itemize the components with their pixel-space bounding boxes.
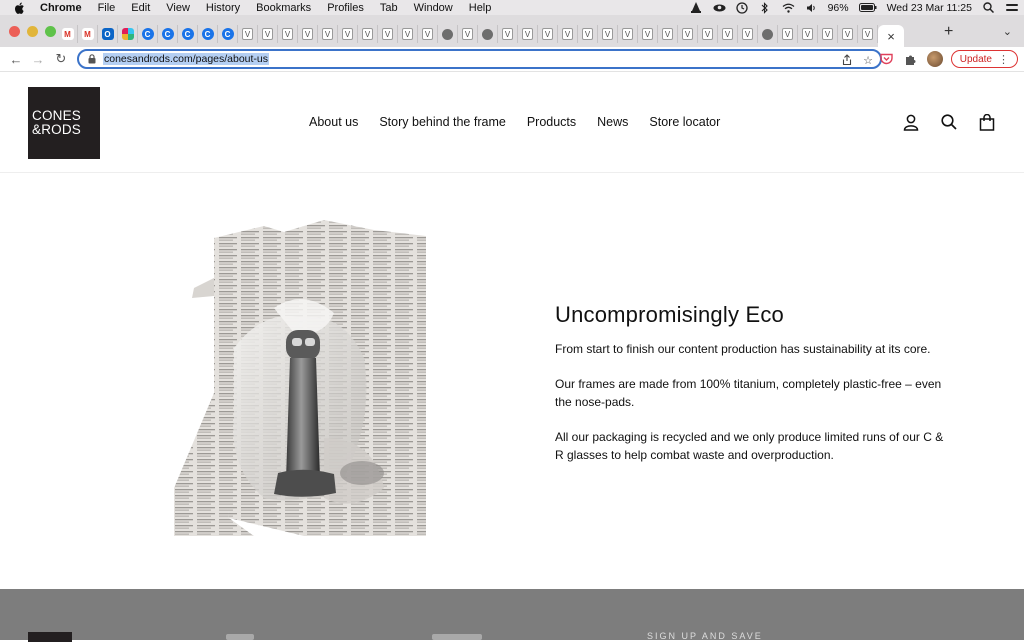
- browser-tab[interactable]: [218, 25, 238, 43]
- search-icon[interactable]: [940, 113, 958, 131]
- browser-tab[interactable]: [238, 25, 258, 43]
- bookmark-star-icon[interactable]: ☆: [863, 54, 873, 67]
- zoom-window-button[interactable]: [45, 26, 56, 37]
- menubar-status-area: [690, 0, 1018, 15]
- time-machine-icon[interactable]: [736, 2, 749, 13]
- vlc-icon[interactable]: [690, 2, 703, 13]
- browser-tab[interactable]: [838, 25, 858, 43]
- browser-tab[interactable]: [278, 25, 298, 43]
- browser-tab[interactable]: [658, 25, 678, 43]
- v-site-icon: V: [662, 28, 673, 40]
- menu-bookmarks[interactable]: Bookmarks: [256, 1, 312, 14]
- browser-tab[interactable]: [718, 25, 738, 43]
- url-text[interactable]: conesandrods.com/pages/about-us: [104, 53, 269, 65]
- browser-tab[interactable]: [98, 25, 118, 43]
- apple-icon[interactable]: [14, 2, 28, 14]
- v-site-icon: V: [582, 28, 593, 40]
- browser-tab[interactable]: [58, 25, 78, 43]
- menu-file[interactable]: File: [97, 1, 116, 14]
- browser-tab[interactable]: [818, 25, 838, 43]
- v-site-icon: V: [242, 28, 253, 40]
- paragraph-packaging: All our packaging is recycled and we only produce limited runs of our C & R glasses to help combat waste and overproduction.: [555, 430, 944, 462]
- browser-toolbar: [0, 47, 1024, 72]
- site-footer: [0, 589, 1024, 640]
- browser-tab[interactable]: [638, 25, 658, 43]
- about-content: [555, 302, 955, 481]
- v-site-icon: V: [702, 28, 713, 40]
- browser-tab[interactable]: [258, 25, 278, 43]
- browser-tab[interactable]: [418, 25, 438, 43]
- tab-list: [58, 23, 904, 45]
- browser-tab[interactable]: [378, 25, 398, 43]
- nav-story-behind-the-frame[interactable]: Story behind the frame: [379, 115, 506, 129]
- c-app-icon: C: [222, 28, 234, 40]
- browser-tab[interactable]: [558, 25, 578, 43]
- browser-tab[interactable]: [778, 25, 798, 43]
- cart-icon[interactable]: [978, 113, 996, 131]
- window-controls: [9, 26, 56, 37]
- update-label: Update: [959, 53, 992, 65]
- c-app-icon: C: [162, 28, 174, 40]
- gmail-icon: M: [82, 28, 94, 40]
- macos-menubar: [0, 0, 1024, 15]
- header-icons: [902, 113, 996, 131]
- browser-tab[interactable]: [338, 25, 358, 43]
- close-window-button[interactable]: [9, 26, 20, 37]
- c-app-icon: C: [182, 28, 194, 40]
- minimize-window-button[interactable]: [27, 26, 38, 37]
- logo-line-1: CONES: [32, 108, 82, 123]
- v-site-icon: V: [382, 28, 393, 40]
- menu-history[interactable]: History: [205, 1, 241, 14]
- browser-tab[interactable]: [118, 25, 138, 43]
- v-site-icon: V: [842, 28, 853, 40]
- control-center-icon[interactable]: [1005, 2, 1018, 13]
- profile-avatar[interactable]: [927, 51, 943, 67]
- footer-signup-heading: SIGN UP AND SAVE: [647, 631, 763, 641]
- update-button[interactable]: [951, 50, 1018, 68]
- v-site-icon: V: [402, 28, 413, 40]
- reload-icon[interactable]: ↻: [55, 51, 67, 66]
- v-site-icon: V: [522, 28, 533, 40]
- slack-icon: [122, 28, 134, 40]
- v-site-icon: V: [322, 28, 333, 40]
- browser-tab[interactable]: [498, 25, 518, 43]
- v-site-icon: V: [722, 28, 733, 40]
- menu-window[interactable]: Window: [413, 1, 453, 14]
- share-icon[interactable]: [840, 53, 854, 67]
- browser-tab[interactable]: [398, 25, 418, 43]
- menu-tab[interactable]: Tab: [379, 1, 398, 14]
- address-bar[interactable]: [77, 49, 882, 69]
- browser-tab[interactable]: [358, 25, 378, 43]
- browser-tab[interactable]: [438, 25, 458, 43]
- v-site-icon: V: [422, 28, 433, 40]
- close-tab-icon[interactable]: ×: [887, 28, 895, 44]
- v-site-icon: V: [462, 28, 473, 40]
- paragraph-frames: Our frames are made from 100% titanium, completely plastic-free – even the nose-pads.: [555, 377, 942, 409]
- volume-icon[interactable]: [805, 2, 818, 13]
- logo-line-2: &RODS: [32, 122, 82, 137]
- v-site-icon: V: [502, 28, 513, 40]
- site-logo[interactable]: [28, 87, 100, 159]
- gmail-icon: M: [62, 28, 74, 40]
- battery-icon[interactable]: [859, 2, 877, 13]
- browser-tab[interactable]: [518, 25, 538, 43]
- nav-news[interactable]: News: [597, 115, 629, 129]
- footer-column-heading-1: [226, 634, 254, 640]
- browser-tab[interactable]: [678, 25, 698, 43]
- nav-store-locator[interactable]: Store locator: [649, 115, 721, 129]
- more-menu-icon[interactable]: ⋮: [998, 53, 1009, 66]
- v-site-icon: V: [262, 28, 273, 40]
- account-icon[interactable]: [902, 113, 920, 131]
- v-site-icon: V: [602, 28, 613, 40]
- browser-tab[interactable]: [458, 25, 478, 43]
- v-site-icon: V: [782, 28, 793, 40]
- menubar-clock[interactable]: Wed 23 Mar 11:25: [886, 1, 972, 14]
- c-app-icon: C: [142, 28, 154, 40]
- browser-tab[interactable]: [158, 25, 178, 43]
- v-site-icon: V: [362, 28, 373, 40]
- footer-column-heading-2: [432, 634, 482, 640]
- v-site-icon: V: [542, 28, 553, 40]
- pocket-icon[interactable]: [879, 51, 895, 67]
- browser-tab[interactable]: [758, 25, 778, 43]
- browser-tab[interactable]: [478, 25, 498, 43]
- creative-cloud-icon[interactable]: [713, 2, 726, 13]
- wifi-icon[interactable]: [782, 2, 795, 13]
- browser-tab[interactable]: [318, 25, 338, 43]
- menu-help[interactable]: Help: [468, 1, 492, 14]
- v-site-icon: V: [302, 28, 313, 40]
- browser-tab[interactable]: [78, 25, 98, 43]
- browser-tab[interactable]: [578, 25, 598, 43]
- hero-newspaper-collage-image: [174, 218, 428, 536]
- browser-tab[interactable]: [138, 25, 158, 43]
- menu-profiles[interactable]: Profiles: [327, 1, 364, 14]
- toolbar-right-actions: [879, 48, 1018, 70]
- browser-tab[interactable]: [618, 25, 638, 43]
- browser-tab[interactable]: [298, 25, 318, 43]
- lock-icon[interactable]: [88, 54, 97, 64]
- extensions-puzzle-icon[interactable]: [903, 51, 919, 67]
- menu-app-name[interactable]: Chrome: [40, 1, 82, 14]
- v-site-icon: V: [742, 28, 753, 40]
- nav-products[interactable]: Products: [526, 115, 577, 129]
- browser-tab[interactable]: [178, 25, 198, 43]
- battery-percent: 96%: [827, 1, 849, 14]
- v-site-icon: V: [282, 28, 293, 40]
- spotlight-search-icon[interactable]: [982, 2, 995, 13]
- footer-logo[interactable]: [28, 632, 72, 642]
- c-app-icon: C: [202, 28, 214, 40]
- browser-tab[interactable]: [538, 25, 558, 43]
- v-site-icon: V: [642, 28, 653, 40]
- globe-icon: [442, 29, 453, 40]
- main-navigation: [309, 115, 720, 129]
- browser-tab[interactable]: [698, 25, 718, 43]
- browser-tab[interactable]: [198, 25, 218, 43]
- globe-icon: [762, 29, 773, 40]
- v-site-icon: V: [682, 28, 693, 40]
- back-arrow-icon[interactable]: ←: [9, 51, 23, 67]
- browser-tab-strip: [0, 15, 1024, 47]
- menu-view[interactable]: View: [166, 1, 190, 14]
- new-tab-button[interactable]: +: [944, 23, 954, 40]
- tab-search-chevron-icon[interactable]: ⌄: [1002, 26, 1012, 38]
- nav-about-us[interactable]: About us: [309, 115, 359, 129]
- browser-tab[interactable]: [798, 25, 818, 43]
- bluetooth-icon[interactable]: [759, 2, 772, 13]
- section-heading: Uncompromisingly Eco: [555, 302, 784, 327]
- v-site-icon: V: [822, 28, 833, 40]
- v-site-icon: V: [622, 28, 633, 40]
- v-site-icon: V: [342, 28, 353, 40]
- browser-tab[interactable]: [858, 25, 878, 43]
- site-header: [0, 73, 1024, 173]
- browser-tab[interactable]: [598, 25, 618, 43]
- v-site-icon: V: [862, 28, 873, 40]
- active-tab[interactable]: [878, 25, 904, 47]
- menu-edit[interactable]: Edit: [131, 1, 151, 14]
- outlook-icon: O: [102, 28, 114, 40]
- browser-tab[interactable]: [738, 25, 758, 43]
- paragraph-production: From start to finish our content production has sustainability at its core.: [555, 342, 931, 356]
- forward-arrow-icon[interactable]: →: [31, 51, 45, 67]
- globe-icon: [482, 29, 493, 40]
- v-site-icon: V: [802, 28, 813, 40]
- v-site-icon: V: [562, 28, 573, 40]
